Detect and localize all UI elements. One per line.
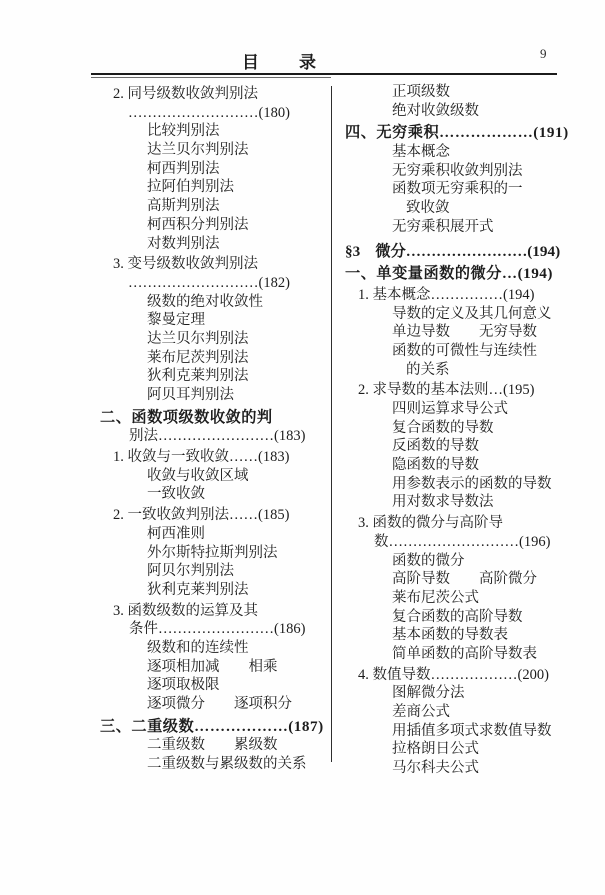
toc-entry: 阿贝尔判别法 (147, 563, 234, 580)
toc-entry: 的关系 (406, 361, 450, 378)
toc-entry: 1. 基本概念……………(194) (358, 286, 535, 303)
toc-entry: 高斯判别法 (147, 198, 220, 215)
toc-entry: 柯西判别法 (147, 160, 220, 177)
toc-entry: 3. 函数级数的运算及其 (113, 602, 258, 619)
toc-entry: 一致收敛 (147, 486, 205, 503)
toc-entry: 致收敛 (406, 200, 450, 217)
toc-entry: 收敛与收敛区域 (147, 467, 249, 484)
toc-entry: 函数项无穷乘积的一 (392, 181, 523, 198)
toc-entry: 2. 同号级数收敛判别法 (113, 86, 258, 102)
toc-entry: 高阶导数 高阶微分 (392, 571, 537, 588)
page-number: 9 (540, 46, 547, 61)
toc-entry: 二重级数与累级数的关系 (147, 756, 307, 773)
toc-entry: 级数和的连续性 (147, 639, 249, 656)
toc-entry: 狄利克莱判别法 (147, 581, 249, 598)
toc-entry: 1. 收敛与一致收敛……(183) (113, 449, 290, 466)
header-rule-secondary (91, 77, 331, 78)
toc-entry: 3. 变号级数收敛判别法 (113, 256, 258, 273)
toc-entry: 逐项相加减 相乘 (147, 658, 278, 675)
toc-entry: 柯西积分判别法 (147, 216, 249, 233)
header-rule (91, 73, 557, 75)
toc-entry: 达兰贝尔判别法 (147, 330, 249, 347)
toc-entry: 别法……………………(183) (129, 428, 306, 445)
toc-right-column (345, 83, 569, 778)
toc-entry: 柯西准则 (147, 525, 205, 542)
toc-entry: 比较判别法 (147, 123, 220, 140)
toc-entry: 外尔斯特拉斯判别法 (147, 544, 278, 561)
toc-entry: 拉阿伯判别法 (147, 179, 234, 196)
toc-entry: 函数的微分 (392, 552, 465, 569)
column-divider (331, 86, 332, 762)
toc-entry: 四则运算求导公式 (392, 401, 508, 417)
toc-entry: 绝对收敛级数 (392, 102, 479, 119)
toc-entry: 条件……………………(186) (129, 621, 306, 638)
toc-entry: ………………………(180) (128, 104, 290, 121)
toc-entry: 简单函数的高阶导数表 (392, 645, 537, 662)
toc-entry: 二、函数项级数收敛的判 (100, 408, 273, 426)
toc-entry: 基本函数的导数表 (392, 627, 508, 644)
toc-entry: 隐函数的导数 (392, 457, 479, 474)
toc-entry: 复合函数的高阶导数 (392, 608, 523, 625)
toc-entry: 三、二重级数………………(187) (100, 717, 324, 735)
toc-entry: 基本概念 (392, 144, 450, 161)
toc-entry: 反函数的导数 (392, 438, 479, 455)
toc-entry: 莱布尼茨判别法 (147, 349, 249, 366)
toc-entry: 2. 一致收敛判别法……(185) (113, 507, 290, 524)
toc-entry: 导数的定义及其几何意义 (392, 305, 552, 322)
toc-entry: 用参数表示的函数的导数 (392, 475, 552, 492)
toc-entry: 复合函数的导数 (392, 419, 494, 436)
toc-entry: 函数的可微性与连续性 (392, 342, 537, 359)
toc-entry: 黎曼定理 (147, 312, 205, 329)
page-title: 目 录 (242, 53, 318, 72)
toc-entry: 逐项微分 逐项积分 (147, 696, 292, 712)
toc-entry: 用插值多项式求数值导数 (392, 722, 552, 739)
toc-entry: 3. 函数的微分与高阶导 (358, 515, 503, 532)
toc-entry: 对数判别法 (147, 235, 220, 252)
toc-entry: 无穷乘积展开式 (392, 218, 494, 235)
toc-entry: 达兰贝尔判别法 (147, 142, 249, 159)
toc-entry: 数………………………(196) (374, 533, 551, 550)
toc-entry: 正项级数 (392, 84, 450, 100)
toc-entry: 一、单变量函数的微分…(194) (345, 265, 553, 283)
toc-entry: 二重级数 累级数 (147, 737, 278, 754)
toc-entry: 马尔科夫公式 (392, 760, 479, 777)
toc-entry: ………………………(182) (128, 274, 290, 291)
toc-entry: 4. 数值导数………………(200) (358, 666, 549, 683)
toc-entry: 用对数求导数法 (392, 494, 494, 511)
toc-entry: 拉格朗日公式 (392, 741, 479, 758)
toc-entry: 逐项取极限 (147, 677, 220, 694)
toc-entry: 2. 求导数的基本法则…(195) (358, 382, 535, 399)
toc-entry: 图解微分法 (392, 685, 465, 702)
toc-entry: 莱布尼茨公式 (392, 589, 479, 606)
toc-entry: 四、无穷乘积………………(191) (345, 124, 569, 142)
toc-entry: 差商公式 (392, 704, 450, 720)
toc-entry: §3 微分……………………(194) (345, 242, 561, 260)
toc-entry: 狄利克莱判别法 (147, 368, 249, 385)
toc-entry: 无穷乘积收敛判别法 (392, 162, 523, 179)
toc-left-column (100, 83, 330, 774)
toc-entry: 单边导数 无穷导数 (392, 324, 537, 341)
toc-entry: 阿贝耳判别法 (147, 387, 234, 403)
toc-entry: 级数的绝对收敛性 (147, 293, 263, 310)
